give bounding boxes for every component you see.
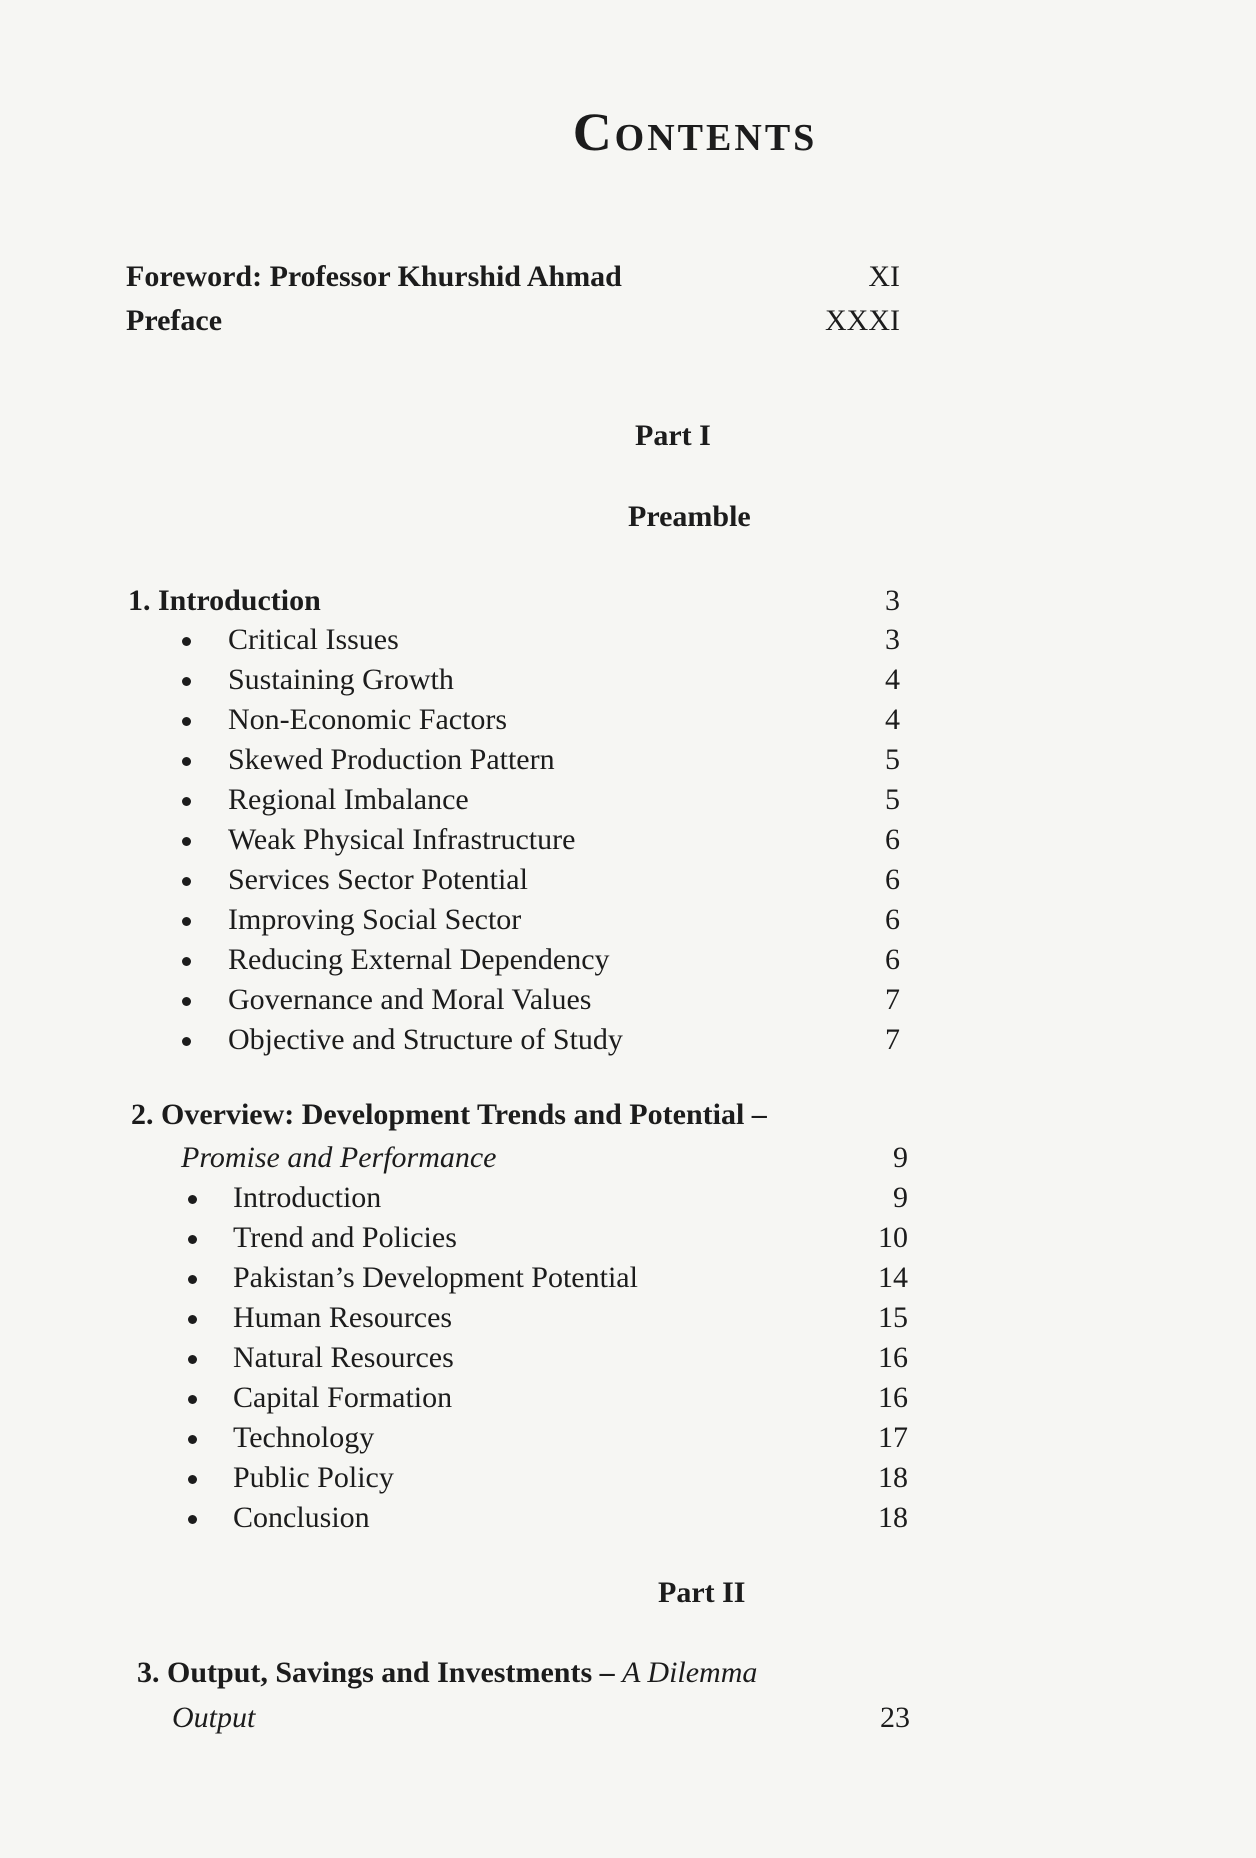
bullet-icon xyxy=(182,637,191,646)
toc-page-number: 16 xyxy=(878,1341,908,1374)
bullet-icon xyxy=(188,1315,197,1324)
bullet-icon xyxy=(188,1475,197,1484)
toc-entry: Governance and Moral Values xyxy=(228,983,592,1016)
bullet-icon xyxy=(182,1037,191,1046)
bullet-icon xyxy=(188,1515,197,1524)
toc-page-number: 10 xyxy=(878,1221,908,1254)
toc-entry: Natural Resources xyxy=(233,1341,454,1374)
toc-entry: Improving Social Sector xyxy=(228,903,522,936)
toc-page-number: 4 xyxy=(885,663,900,696)
toc-page-number: 15 xyxy=(878,1301,908,1334)
toc-page-number: 7 xyxy=(885,983,900,1016)
toc-entry: Reducing External Dependency xyxy=(228,943,610,976)
toc-page-number: 18 xyxy=(878,1461,908,1494)
toc-entry: Technology xyxy=(233,1421,375,1454)
toc-page-number: 6 xyxy=(885,863,900,896)
bullet-icon xyxy=(182,837,191,846)
toc-page-number: 16 xyxy=(878,1381,908,1414)
toc-entry: Capital Formation xyxy=(233,1381,453,1414)
toc-entry: Skewed Production Pattern xyxy=(228,743,555,776)
toc-foreword: Foreword: Professor Khurshid Ahmad xyxy=(126,260,622,293)
toc-page-number: 4 xyxy=(885,703,900,736)
toc-entry: Trend and Policies xyxy=(233,1221,457,1254)
bullet-icon xyxy=(182,957,191,966)
toc-page-number: 9 xyxy=(893,1181,908,1214)
toc-page-number: 6 xyxy=(885,943,900,976)
toc-page-number: XXXI xyxy=(825,304,900,337)
toc-page-number: 6 xyxy=(885,823,900,856)
bullet-icon xyxy=(182,797,191,806)
bullet-icon xyxy=(182,997,191,1006)
bullet-icon xyxy=(188,1195,197,1204)
part-subtitle: Preamble xyxy=(628,500,751,533)
toc-subentry: Output xyxy=(172,1701,256,1734)
page-title: Contents xyxy=(572,102,818,162)
toc-entry: Regional Imbalance xyxy=(228,783,469,816)
toc-entry: Sustaining Growth xyxy=(228,663,454,696)
toc-page-number: 3 xyxy=(885,584,900,617)
part-heading: Part II xyxy=(658,1576,746,1609)
toc-page-number: 18 xyxy=(878,1501,908,1534)
bullet-icon xyxy=(188,1235,197,1244)
bullet-icon xyxy=(182,917,191,926)
toc-preface: Preface xyxy=(126,304,223,337)
toc-entry: Human Resources xyxy=(233,1301,453,1334)
chapter-title-italic: A Dilemma xyxy=(622,1656,758,1689)
toc-page-number: 6 xyxy=(885,903,900,936)
toc-entry: Critical Issues xyxy=(228,623,399,656)
toc-entry: Services Sector Potential xyxy=(228,863,528,896)
toc-page-number: 5 xyxy=(885,783,900,816)
bullet-icon xyxy=(188,1435,197,1444)
chapter-heading xyxy=(137,1653,757,1693)
part-heading: Part I xyxy=(635,419,711,452)
bullet-icon xyxy=(182,877,191,886)
bullet-icon xyxy=(188,1395,197,1404)
toc-entry: Pakistan’s Development Potential xyxy=(233,1261,638,1294)
toc-entry: Introduction xyxy=(233,1181,382,1214)
bullet-icon xyxy=(188,1275,197,1284)
chapter-heading: 2. Overview: Development Trends and Potential – xyxy=(131,1098,767,1131)
toc-page-number: 5 xyxy=(885,743,900,776)
chapter-subtitle: Promise and Performance xyxy=(181,1141,497,1174)
toc-page-number: 3 xyxy=(885,623,900,656)
toc-page-number: XI xyxy=(868,260,900,293)
toc-page-number: 7 xyxy=(885,1023,900,1056)
toc-entry: Objective and Structure of Study xyxy=(228,1023,623,1056)
toc-page-number: 9 xyxy=(893,1141,908,1174)
bullet-icon xyxy=(182,717,191,726)
toc-entry: Conclusion xyxy=(233,1501,370,1534)
chapter-heading: 1. Introduction xyxy=(128,584,321,617)
bullet-icon xyxy=(182,677,191,686)
chapter-title: 3. Output, Savings and Investments – xyxy=(137,1656,615,1689)
toc-page-number: 23 xyxy=(880,1701,910,1734)
toc-entry: Non-Economic Factors xyxy=(228,703,508,736)
bullet-icon xyxy=(182,757,191,766)
toc-page-number: 17 xyxy=(878,1421,908,1454)
toc-entry: Weak Physical Infrastructure xyxy=(228,823,576,856)
toc-entry: Public Policy xyxy=(233,1461,394,1494)
bullet-icon xyxy=(188,1355,197,1364)
toc-page-number: 14 xyxy=(878,1261,908,1294)
